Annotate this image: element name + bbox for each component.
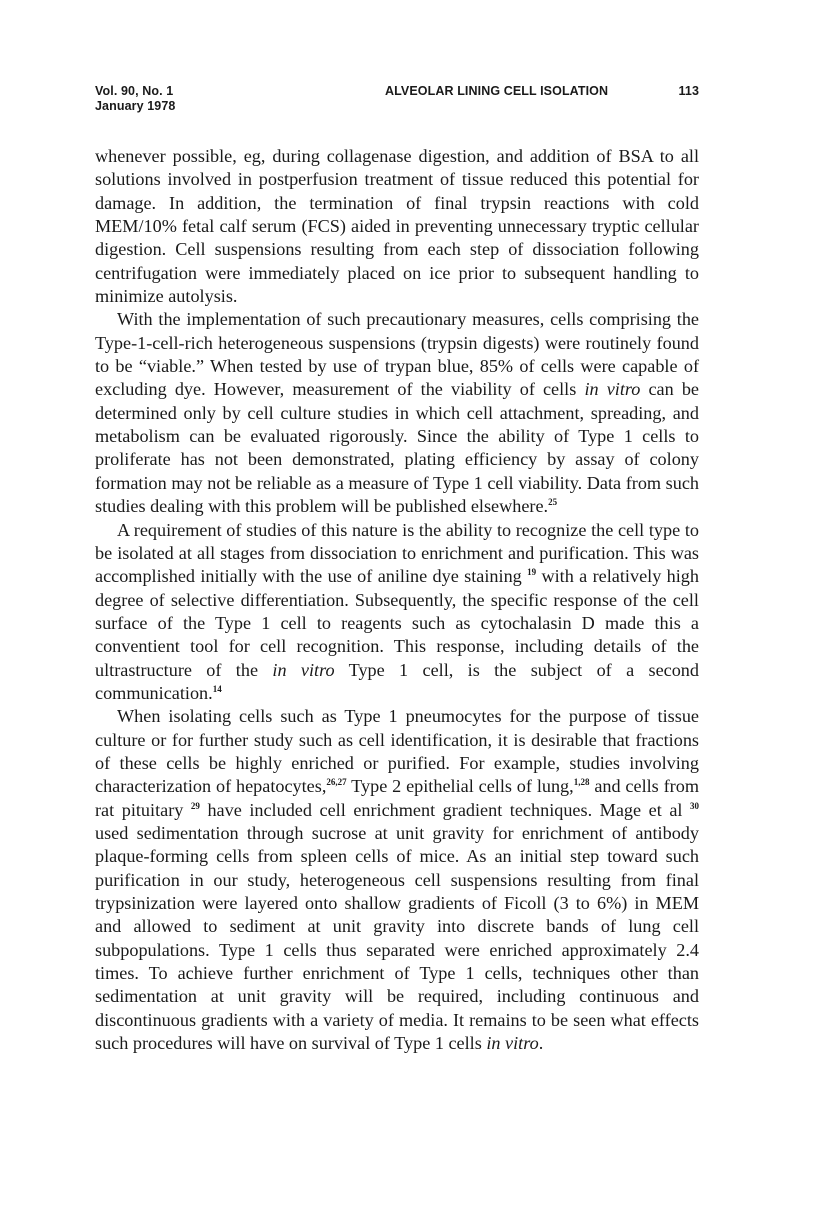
italic-text: in vitro — [272, 659, 335, 680]
citation-ref: 29 — [190, 800, 200, 811]
paragraph-1 — [95, 145, 699, 308]
text-run: used sedimentation through sucrose at unit gravity for enrichment of antibody plaque-forming cells from spleen cells of mice. As an initial step toward such purification in our study, heterogeneous cell suspensions resulting from final trypsinization were layered onto shallow gradients of Ficoll (3 to 6%) in MEM and allowed to sediment at unit gravity into discrete bands of lung cell subpopulations. Type 1 cells thus separated were enriched approximately 2.4 times. To achieve further enrichment of Type 1 cells, techniques other than sedimentation at unit gravity will be required, including continuous and discontinuous gradients with a variety of media. It remains to be seen what effects such procedures will have on survival of Type 1 cells — [95, 822, 699, 1054]
text-run: When isolating cells such as Type 1 pneumocytes for the purpose of tissue culture or for further study such as cell identification, it is desirable that fractions of these cells be highly enriched or purified. For example, studies involving characterization of hepatocytes, — [95, 706, 699, 797]
running-title: ALVEOLAR LINING CELL ISOLATION — [385, 84, 609, 98]
citation-ref: 14 — [212, 683, 222, 694]
text-run: A requirement of studies of this nature is the ability to recognize the cell type to be isolated at all stages from dissociation to enrichment and purification. This was accomplished initially with the use of aniline dye staining — [95, 519, 699, 587]
journal-volume: Vol. 90, No. 1 — [95, 84, 174, 98]
page-number: 113 — [678, 84, 699, 98]
text-run: Type 1 cell, is the subject of a second communication. — [95, 659, 699, 703]
text-run: whenever possible, eg, during collagenase digestion, and addition of BSA to all solutions involved in postperfusion treatment of tissue reduced this potential for damage. In addition, the termination of final trypsin reactions with cold MEM/10% fetal calf serum (FCS) aided in preventing unnecessary tryptic cellular digestion. Cell suspensions resulting from each step of dissociation following centrifugation were immediately placed on ice prior to subsequent handling to minimize autolysis. — [95, 146, 699, 307]
text-run: . — [538, 1033, 544, 1054]
citation-ref: 26,27 — [326, 777, 347, 788]
text-run: can be determined only by cell culture studies in which cell attachment, spreading, and metabolism can be evaluated rigorously. Since the ability of Type 1 cells to proliferate has not been demonstrated, plating efficiency by assay of colony formation may not be reliable as a measure of Type 1 cell viability. Data from such studies dealing with this problem will be published elsewhere. — [95, 379, 700, 517]
citation-ref: 19 — [527, 567, 537, 578]
paragraph-2 — [95, 308, 699, 518]
paragraph-3 — [95, 519, 699, 706]
text-run: and cells from rat pituitary — [95, 776, 699, 820]
text-run: with a relatively high degree of selective differentiation. Subsequently, the specific response of the cell surface of the Type 1 cell to reagents such as cytochalasin D made this a conventient tool for cell recognition. This response, including details of the ultrastructure of the — [95, 566, 699, 680]
citation-ref: 25 — [548, 497, 558, 508]
paragraph-4 — [95, 705, 699, 1055]
text-run: have included cell enrichment gradient techniques. Mage et al — [199, 799, 690, 820]
citation-ref: 1,28 — [573, 777, 590, 788]
article-body — [95, 145, 699, 1055]
text-run: Type 2 epithelial cells of lung, — [346, 776, 574, 797]
journal-date: January 1978 — [95, 99, 176, 113]
italic-text: in vitro — [486, 1033, 539, 1054]
text-run: With the implementation of such precautionary measures, cells comprising the Type-1-cell-rich heterogeneous suspensions (trypsin digests) were routinely found to be “viable.” When tested by use of trypan blue, 85% of cells were capable of excluding dye. However, measurement of the viability of cells — [95, 309, 699, 400]
citation-ref: 30 — [690, 800, 699, 811]
italic-text: in vitro — [584, 379, 641, 400]
